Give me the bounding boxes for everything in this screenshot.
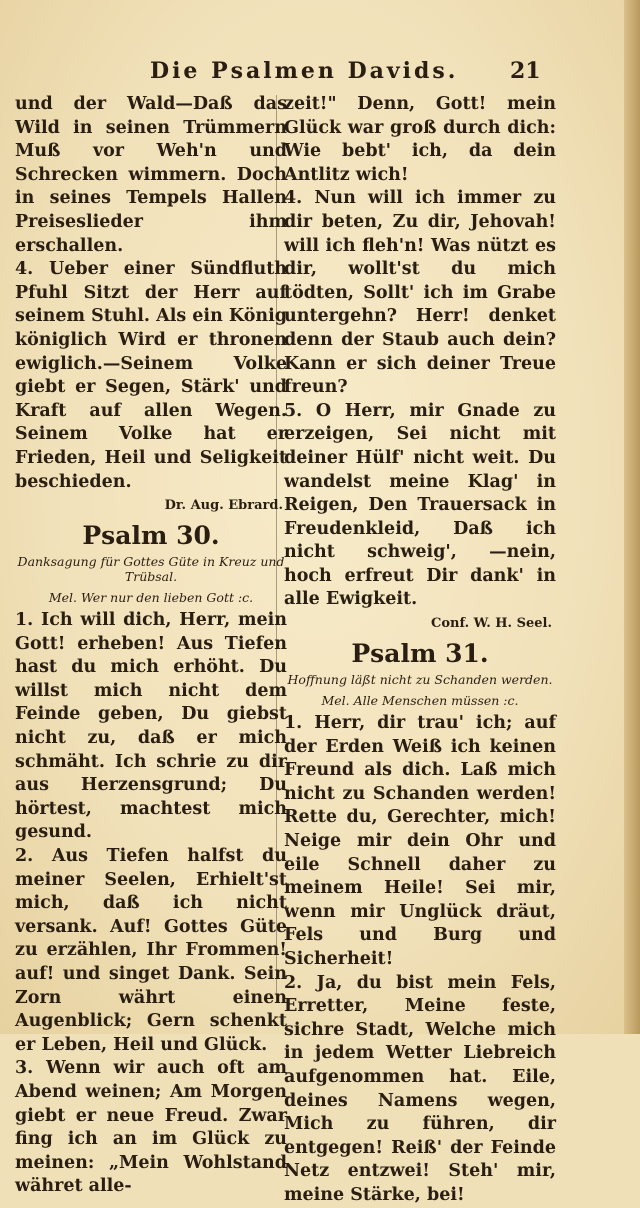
psalm-30-verse-4: 4. Nun will ich immer zu dir beten, Zu dir, Jehovah! will ich fleh'n! Was nützt es dir, wollt'st du mich tödten, Sollt' ich im Grabe untergehn? Herr! denket denn der Staub auch dein? Kann er sich deiner Treue freun? [284,188,556,398]
left-column [15,93,287,1199]
psalm-31-verse-2: 2. Ja, du bist mein Fels, Erretter, Meine feste, sichre Stadt, Welche mich in jedem Wetter Liebreich aufgenommen hat. Eile, deines Namens wegen, Mich zu führen, dir entgegen! Reiß' der Feinde Netz entzwei! Steh' mir, meine Stärke, bei! [284,972,556,1205]
psalm-30-author: Conf. W. H. Seel. [430,616,552,632]
psalm-31-subtitle: Hoffnung läßt nicht zu Schanden werden. [287,672,553,688]
hymn-continuation-stanza: und der Wald—Daß das Wild in seinen Trümmern Muß vor Weh'n und Schrecken wimmern. Doch in seines Tempels Hallen Preiseslieder ihm erschallen. [15,94,287,256]
running-title: Die Psalmen Davids. [150,58,459,84]
right-column [284,93,556,1208]
page-number: 21 [510,58,541,84]
hymn-author: Dr. Aug. Ebrard. [164,498,283,514]
page-edge [624,0,640,1034]
page-header [0,58,640,88]
psalm-30-melody: Mel. Wer nur den lieben Gott :c. [48,590,254,606]
psalm-30-title: Psalm 30. [82,521,220,551]
psalm-30-subtitle: Danksagung für Gottes Güte in Kreuz und Trübsal. [17,554,285,585]
psalm-30-verse-3-continued: zeit!" Denn, Gott! mein Glück war groß durch dich: Wie bebt' ich, da dein Antlitz wich! [284,94,556,185]
psalm-31-verse-1: 1. Herr, dir trau' ich; auf der Erden Weiß ich keinen Freund als dich. Laß mich nicht zu Schanden werden! Rette du, Gerechter, mich! Neige mir dein Ohr und eile Schnell daher zu meinem Heile! Sei mir, wenn mir Unglück dräut, Fels und Burg und Sicherheit! [284,713,556,969]
psalm-31-melody: Mel. Alle Menschen müssen :c. [321,693,519,709]
hymn-stanza-4: 4. Ueber einer Sündfluth Pfuhl Sitzt der Herr auf seinem Stuhl. Als ein König königlich Wird er thronen ewiglich.—Seinem Volke giebt er Segen, Stärk' und Kraft auf allen Wegen. Seinem Volke hat er Frieden, Heil und Seligkeit beschieden. [15,259,287,492]
psalm-31-title: Psalm 31. [351,639,489,669]
psalm-30-verse-1: 1. Ich will dich, Herr, mein Gott! erheben! Aus Tiefen hast du mich erhöht. Du willst mich nicht dem Feinde geben, Du giebst nicht zu, daß er mich schmäht. Ich schrie zu dir aus Herzensgrund; Du hörtest, machtest mich gesund. [15,610,287,843]
psalm-30-verse-2: 2. Aus Tiefen halfst du meiner Seelen, Erhielt'st mich, daß ich nicht versank. Auf! Gottes Güte zu erzählen, Ihr Frommen! auf! und singet Dank. Sein Zorn währt einen Augenblick; Gern schenkt er Leben, Heil und Glück. [15,846,287,1055]
psalm-30-verse-3: 3. Wenn wir auch oft am Abend weinen; Am Morgen giebt er neue Freud. Zwar fing ich an im Glück zu meinen: „Mein Wohlstand währet alle- [15,1058,287,1197]
psalm-30-verse-5: 5. O Herr, mir Gnade zu erzeigen, Sei nicht mit deiner Hülf' nicht weit. Du wandelst meine Klag' in Reigen, Den Trauersack in Freudenkleid, Daß ich nicht schweig', —nein, hoch erfreut Dir dank' in alle Ewigkeit. [284,400,556,610]
